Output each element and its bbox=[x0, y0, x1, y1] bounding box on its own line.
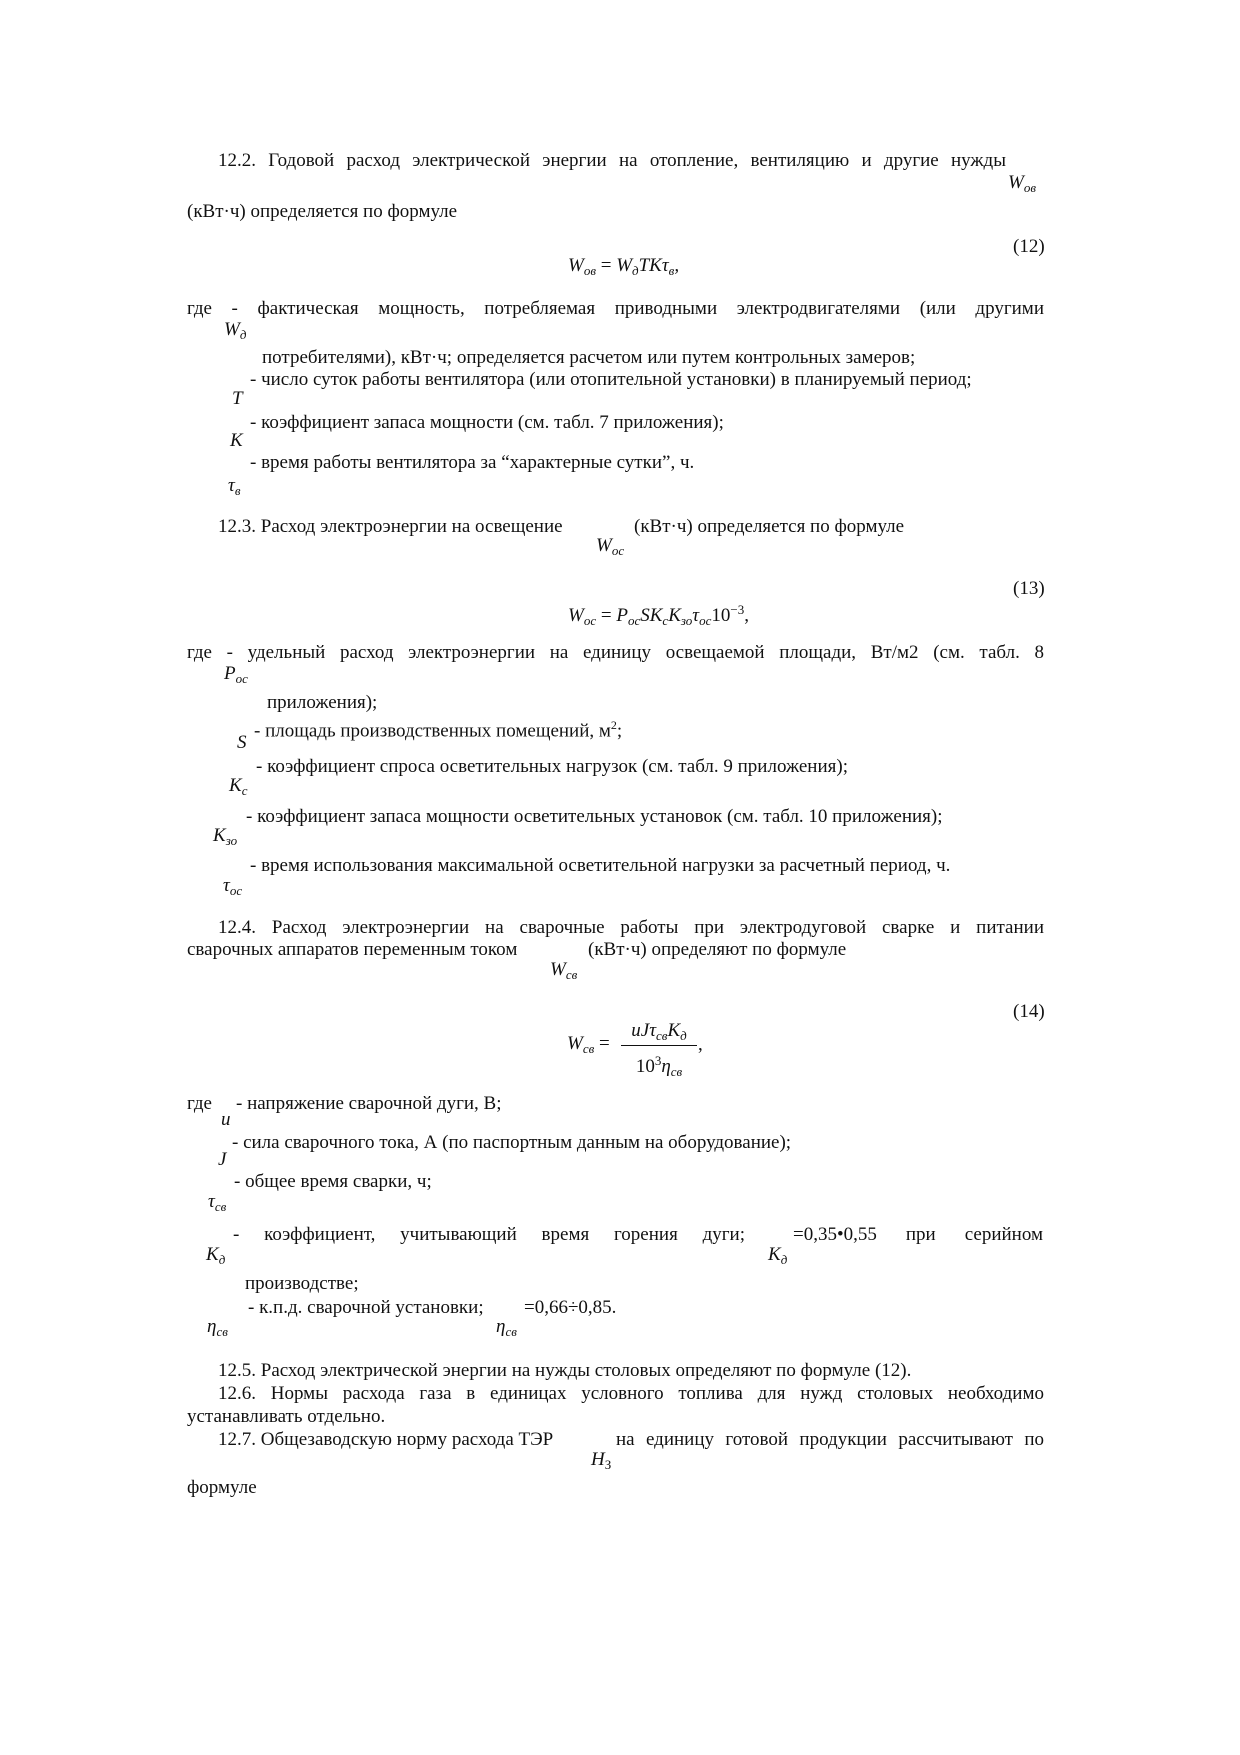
fraction-bar bbox=[621, 1045, 697, 1046]
paragraph-12-3-a: 12.3. Расход электроэнергии на освещение bbox=[218, 516, 563, 537]
formula-14-denominator: $10^3\eta_{св}$ bbox=[635, 1053, 683, 1079]
paragraph-12-6-cont: устанавливать отдельно. bbox=[187, 1406, 386, 1427]
symbol-j: J bbox=[218, 1149, 227, 1170]
paragraph-12-6: 12.6. Нормы расхода газа в единицах условного топлива для нужд столовых необходимо bbox=[218, 1383, 1044, 1404]
where-k-d: - коэффициент, учитывающий время горения дуги; bbox=[233, 1224, 745, 1245]
symbol-u: u bbox=[221, 1109, 231, 1130]
paragraph-12-7-a: 12.7. Общезаводскую норму расхода ТЭР bbox=[218, 1429, 554, 1450]
symbol-s: S bbox=[237, 732, 247, 753]
where-w-d: где - фактическая мощность, потребляемая приводными электродвигателями (или другими bbox=[187, 298, 1044, 319]
equation-number-14: (14) bbox=[1013, 1001, 1045, 1022]
where-s: - площадь производственных помещений, $м^2$; bbox=[254, 718, 623, 742]
symbol-w-d: $W_д$ bbox=[224, 319, 247, 342]
where-k-d-cont: производстве; bbox=[245, 1273, 359, 1294]
equation-number-13: (13) bbox=[1013, 578, 1045, 599]
paragraph-12-7-cont: формуле bbox=[187, 1477, 257, 1498]
where-eta: - к.п.д. сварочной установки; bbox=[248, 1297, 484, 1318]
where-p-os-cont: приложения); bbox=[267, 692, 378, 713]
paragraph-12-4-b: сварочных аппаратов переменным током bbox=[187, 939, 518, 960]
symbol-k-d: $K_д$ bbox=[206, 1244, 226, 1267]
formula-14-comma: , bbox=[698, 1034, 703, 1055]
symbol-k: K bbox=[230, 430, 243, 451]
symbol-w-ov: $W_{ов}$ bbox=[1008, 172, 1036, 195]
where-k: - коэффициент запаса мощности (см. табл. 7 приложения); bbox=[250, 412, 724, 433]
symbol-w-os: $W_{ос}$ bbox=[596, 535, 625, 558]
where-p-os: где - удельный расход электроэнергии на единицу освещаемой площади, Вт/м2 (см. табл. 8 bbox=[187, 642, 1044, 663]
where-tau-sv: - общее время сварки, ч; bbox=[234, 1171, 432, 1192]
where-u-label: где bbox=[187, 1093, 212, 1114]
symbol-k-c: $K_с$ bbox=[229, 775, 248, 798]
where-w-d-cont: потребителями), кВт·ч; определяется расчетом или путем контрольных замеров; bbox=[262, 347, 916, 368]
formula-14-lhs: $W_{св}$ = bbox=[567, 1033, 610, 1056]
where-eta-value: =0,66÷0,85. bbox=[524, 1297, 617, 1318]
where-j: - сила сварочного тока, А (по паспортным данным на оборудование); bbox=[232, 1132, 792, 1153]
formula-13: $W_{ос} = P_{ос}SK_сK_{зо}\tau_{ос}10^{-3}$, bbox=[568, 602, 749, 628]
symbol-t: T bbox=[232, 388, 243, 409]
paragraph-12-3-b: (кВт·ч) определяется по формуле bbox=[634, 516, 905, 537]
paragraph-12-2: 12.2. Годовой расход электрической энергии на отопление, вентиляцию и другие нужды bbox=[218, 150, 1006, 171]
symbol-p-os: $P_{ос}$ bbox=[224, 663, 248, 686]
where-k-d-value: =0,35•0,55 при серийном bbox=[793, 1224, 1043, 1245]
symbol-eta-sv-2: $\eta_{св}$ bbox=[496, 1316, 517, 1339]
symbol-tau-v: $\tau_в$ bbox=[228, 475, 241, 498]
where-tau-v: - время работы вентилятора за “характерные сутки”, ч. bbox=[250, 452, 695, 473]
where-k-zo: - коэффициент запаса мощности осветительных установок (см. табл. 10 приложения); bbox=[246, 806, 943, 827]
where-t: - число суток работы вентилятора (или отопительной установки) в планируемый период; bbox=[250, 369, 972, 390]
paragraph-12-4: 12.4. Расход электроэнергии на сварочные работы при электродуговой сварке и питании bbox=[218, 917, 1044, 938]
paragraph-12-2-cont: (кВт·ч) определяется по формуле bbox=[187, 201, 458, 222]
symbol-tau-sv: $\tau_{св}$ bbox=[208, 1191, 227, 1214]
where-tau-os: - время использования максимальной осветительной нагрузки за расчетный период, ч. bbox=[250, 855, 951, 876]
equation-number-12: (12) bbox=[1013, 236, 1045, 257]
where-u: - напряжение сварочной дуги, В; bbox=[236, 1093, 502, 1114]
paragraph-12-7-b: на единицу готовой продукции рассчитывают по bbox=[616, 1429, 1044, 1450]
symbol-tau-os: $\tau_{ос}$ bbox=[223, 875, 243, 898]
symbol-k-d-2: $K_д$ bbox=[768, 1244, 788, 1267]
symbol-eta-sv: $\eta_{св}$ bbox=[207, 1316, 228, 1339]
symbol-h-z: $H_З$ bbox=[591, 1449, 612, 1472]
formula-14-numerator: $uJ\tau_{св}K_д$ bbox=[631, 1020, 687, 1043]
symbol-w-sv: $W_{св}$ bbox=[550, 959, 578, 982]
symbol-k-zo: $K_{зо}$ bbox=[213, 825, 238, 848]
paragraph-12-4-c: (кВт·ч) определяют по формуле bbox=[588, 939, 847, 960]
formula-12: $W_{ов} = W_дTK\tau_в$, bbox=[568, 255, 680, 278]
paragraph-12-5: 12.5. Расход электрической энергии на нужды столовых определяют по формуле (12). bbox=[218, 1360, 912, 1381]
where-k-c: - коэффициент спроса осветительных нагрузок (см. табл. 9 приложения); bbox=[256, 756, 848, 777]
